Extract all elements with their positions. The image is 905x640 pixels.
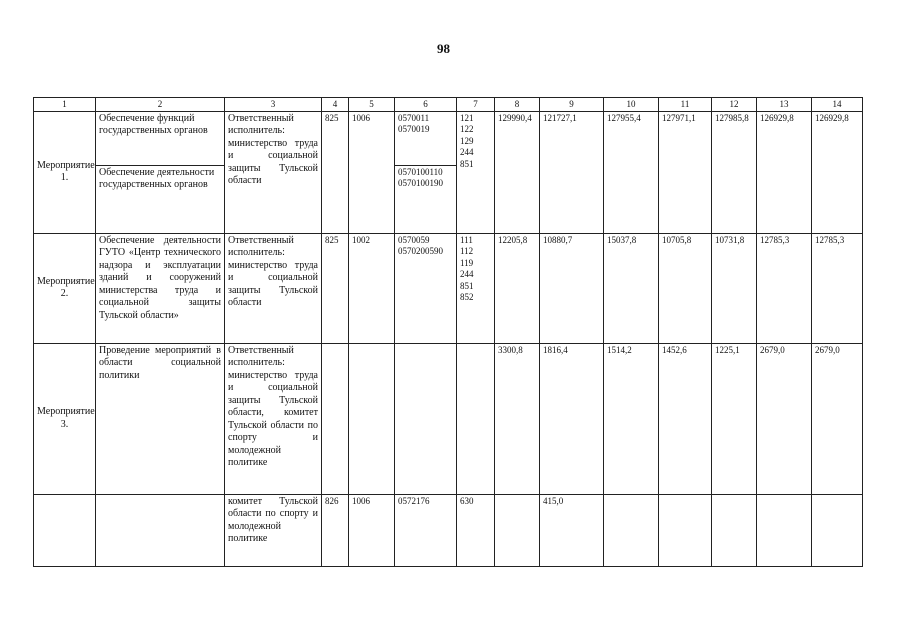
header-cell: 7 [457, 98, 495, 112]
value-cell [812, 494, 863, 566]
header-cell: 11 [659, 98, 712, 112]
header-cell: 10 [604, 98, 659, 112]
header-cell: 13 [757, 98, 812, 112]
value-cell: 3300,8 [495, 343, 540, 494]
code-cell-split [395, 111, 457, 233]
code-cell: 121 122 129 244 851 [457, 111, 495, 233]
header-cell: 8 [495, 98, 540, 112]
value-cell: 2679,0 [812, 343, 863, 494]
budget-table [33, 97, 863, 567]
activity-label: Мероприятие 1. [34, 111, 96, 233]
header-cell: 3 [225, 98, 322, 112]
code-cell: 1006 [349, 494, 395, 566]
value-cell [659, 494, 712, 566]
value-cell: 10705,8 [659, 233, 712, 343]
value-cell: 12205,8 [495, 233, 540, 343]
value-cell: 126929,8 [812, 111, 863, 233]
activity-name-cell [96, 111, 225, 233]
code-cell [349, 343, 395, 494]
header-cell: 9 [540, 98, 604, 112]
value-cell: 1514,2 [604, 343, 659, 494]
header-cell: 14 [812, 98, 863, 112]
table-row [34, 494, 863, 566]
value-cell: 129990,4 [495, 111, 540, 233]
code-cell: 825 [322, 111, 349, 233]
activity-label [34, 494, 96, 566]
code-cell: 0572176 [395, 494, 457, 566]
value-cell: 127955,4 [604, 111, 659, 233]
value-cell: 415,0 [540, 494, 604, 566]
code-cell: 1002 [349, 233, 395, 343]
value-cell: 127985,8 [712, 111, 757, 233]
executor-cell: Ответственный исполнитель: министерство труда и социальной защиты Тульской области, комитет Тульской области по спорту и молодежной политике [225, 343, 322, 494]
code-top: 0570011 0570019 [395, 112, 456, 166]
code-cell: 0570059 0570200590 [395, 233, 457, 343]
value-cell: 12785,3 [812, 233, 863, 343]
value-cell: 10880,7 [540, 233, 604, 343]
table-row [34, 111, 863, 233]
value-cell [757, 494, 812, 566]
executor-cell: Ответственный исполнитель: министерство труда и социальной защиты Тульской области [225, 233, 322, 343]
table-row [34, 233, 863, 343]
activity-name-cell: Обеспечение деятельности ГУТО «Центр технического надзора и эксплуатации зданий и сооружений министерства труда и социальной защиты Тульской области» [96, 233, 225, 343]
value-cell: 15037,8 [604, 233, 659, 343]
code-cell [322, 343, 349, 494]
code-cell [395, 343, 457, 494]
value-cell [495, 494, 540, 566]
value-cell: 121727,1 [540, 111, 604, 233]
value-cell: 2679,0 [757, 343, 812, 494]
header-cell: 1 [34, 98, 96, 112]
header-cell: 6 [395, 98, 457, 112]
header-cell: 5 [349, 98, 395, 112]
activity-name-cell: Проведение мероприятий в области социальной политики [96, 343, 225, 494]
value-cell [604, 494, 659, 566]
code-cell: 630 [457, 494, 495, 566]
page-number: 98 [437, 41, 450, 56]
executor-cell: комитет Тульской области по спорту и молодежной политике [225, 494, 322, 566]
value-cell: 10731,8 [712, 233, 757, 343]
value-cell: 126929,8 [757, 111, 812, 233]
code-cell: 111 112 119 244 851 852 [457, 233, 495, 343]
value-cell: 1225,1 [712, 343, 757, 494]
header-cell: 2 [96, 98, 225, 112]
activity-label: Мероприятие 2. [34, 233, 96, 343]
value-cell: 127971,1 [659, 111, 712, 233]
value-cell: 12785,3 [757, 233, 812, 343]
code-cell: 1006 [349, 111, 395, 233]
activity-label: Мероприятие 3. [34, 343, 96, 494]
code-cell: 825 [322, 233, 349, 343]
code-cell: 826 [322, 494, 349, 566]
value-cell [712, 494, 757, 566]
table-row [34, 343, 863, 494]
header-cell: 12 [712, 98, 757, 112]
activity-name-bottom: Обеспечение деятельности государственных органов [99, 166, 215, 190]
value-cell: 1452,6 [659, 343, 712, 494]
executor-cell: Ответственный исполнитель: министерство труда и социальной защиты Тульской области [225, 111, 322, 233]
header-cell: 4 [322, 98, 349, 112]
activity-name-top: Обеспечение функций государственных органов [96, 112, 224, 166]
activity-name-cell [96, 494, 225, 566]
code-bottom: 0570100110 0570100190 [398, 166, 443, 188]
value-cell: 1816,4 [540, 343, 604, 494]
code-cell [457, 343, 495, 494]
header-row [34, 98, 863, 112]
